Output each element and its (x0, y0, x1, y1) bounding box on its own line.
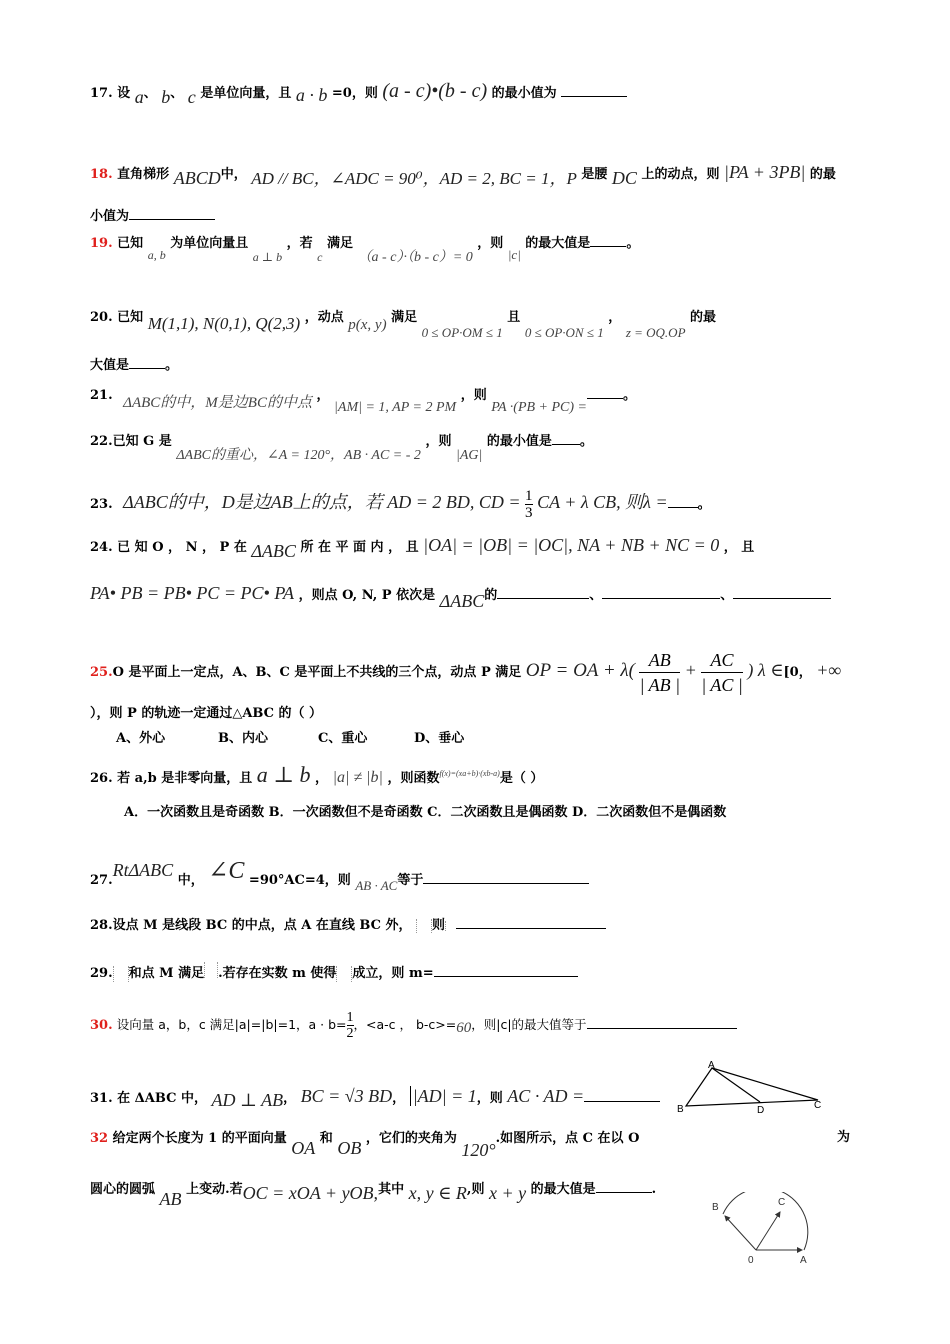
triangle-figure (672, 1058, 832, 1118)
q-number: 23. (90, 497, 113, 512)
math: x + y (488, 1183, 527, 1203)
question-25-cont (90, 702, 322, 721)
math: |OA| = |OB| = |OC|, NA + NB + NC = 0 (423, 535, 720, 555)
math: AD ⊥ AB (211, 1090, 284, 1110)
math: ΔABC的中，M是边BC的中点 (123, 395, 312, 411)
label-c: C (778, 1197, 786, 1208)
math: |AM| = 1, AP = 2 PM (334, 400, 457, 415)
text: 是腰 (581, 167, 608, 182)
question-24 (90, 535, 860, 561)
text: .若存在实数 m 使得 (218, 966, 337, 981)
question-25 (90, 648, 841, 697)
garbled-formula-image (204, 962, 218, 978)
text: 上变动.若 (186, 1182, 243, 1197)
numerator: AB (639, 648, 680, 673)
math: （a - c）·（b - c）= 0 (357, 250, 473, 265)
q-number: 31. (90, 1091, 113, 1106)
text: ，它们的夹角为 (365, 1131, 457, 1146)
q-number: 27. (90, 873, 113, 888)
math: b (161, 87, 171, 107)
label-a: A (800, 1255, 807, 1266)
numerator: 1 (346, 1010, 354, 1025)
math: ) (747, 660, 754, 680)
garbled-formula-image (445, 921, 456, 931)
q26-options[interactable]: A．一次函数且是奇函数 B．一次函数但不是奇函数 C．二次函数且是偶函数 D．二次函数但不是偶函数 (124, 805, 727, 820)
text: 设点 M 是线段 BC 的中点，点 A 在直线 BC 外， (112, 918, 412, 933)
denominator: 3 (525, 505, 533, 521)
text: 且 (507, 310, 521, 325)
denominator: 2 (346, 1026, 354, 1041)
math: c (317, 250, 323, 264)
math: a · b (295, 85, 328, 105)
text: ， 且 (723, 540, 755, 555)
vector-oc (756, 1212, 780, 1250)
text: 成立，则 m= (352, 966, 434, 981)
text: 满足 (391, 310, 418, 325)
text: ，则函数 (387, 771, 440, 786)
text: ），则 P 的轨迹一定通过△ABC 的（ ） (90, 706, 323, 721)
text: 已知 (117, 310, 144, 325)
plus: + (684, 660, 697, 680)
text: 和 (319, 1131, 333, 1146)
text: 中， (220, 167, 247, 182)
text: ，若 (286, 236, 313, 251)
question-23 (90, 488, 711, 521)
text: 、 (589, 588, 603, 603)
answer-blank[interactable] (596, 1180, 652, 1193)
option-b[interactable]: B、内心 (218, 731, 268, 746)
text: 的最小值为 (491, 86, 557, 101)
text: 小值为 (90, 209, 130, 224)
answer-blank[interactable] (587, 1016, 737, 1029)
answer-blank[interactable] (587, 386, 623, 399)
answer-blank-1[interactable] (497, 586, 589, 599)
math: PA• PB = PB• PC = PC• PA (90, 583, 295, 603)
text: . (651, 1182, 657, 1197)
text: 、 (170, 86, 184, 101)
answer-blank[interactable] (434, 964, 578, 977)
math: AC · AD = (507, 1086, 585, 1106)
question-17 (90, 80, 627, 107)
math: BC = √3 BD (300, 1086, 393, 1106)
answer-blank[interactable] (456, 916, 606, 929)
text: 。 (623, 388, 637, 403)
math: CA + λ CB, 则λ = (537, 492, 668, 512)
q-number: 28. (90, 918, 113, 933)
math: |AG| (455, 448, 483, 463)
label-c: C (814, 1100, 822, 1111)
q-number: 21. (90, 388, 113, 403)
answer-blank[interactable] (590, 234, 626, 247)
math: AB (159, 1189, 182, 1209)
q-number: 18. (90, 167, 113, 182)
question-20 (90, 306, 717, 340)
text: =0，则 (331, 86, 378, 101)
text: 、 (720, 588, 734, 603)
fraction-ac (701, 648, 743, 697)
text: 已知 G 是 (112, 434, 172, 449)
text: 其中 (378, 1182, 405, 1197)
answer-blank[interactable] (561, 84, 627, 97)
text: [0， (783, 665, 812, 680)
text: 。 (697, 497, 711, 512)
question-29 (90, 962, 578, 982)
question-30 (90, 1010, 737, 1041)
answer-blank[interactable] (552, 432, 580, 445)
text: 。 (579, 434, 593, 449)
option-c[interactable]: C、重心 (318, 731, 368, 746)
text: 大值是 (90, 358, 130, 373)
text: 已 知 O ， N ， P 在 (117, 540, 247, 555)
text: 则 (432, 918, 446, 933)
segment-ad (712, 1068, 760, 1102)
question-26 (90, 762, 543, 788)
text: ， (392, 1091, 406, 1106)
math: a ⊥ b (256, 762, 311, 787)
q-number: 22. (90, 434, 113, 449)
math: c (187, 87, 196, 107)
denominator: | AC | (701, 675, 743, 695)
math: RtΔABC (112, 860, 174, 880)
math: PA ·(PB + PC) = (491, 400, 588, 415)
text: ，动点 (304, 310, 344, 325)
answer-blank[interactable] (423, 871, 589, 884)
question-24-cont (90, 583, 831, 611)
text: 是（ ） (499, 771, 544, 786)
answer-blank[interactable] (129, 207, 215, 220)
text: 给定两个长度为 1 的平面向量 (112, 1131, 287, 1146)
math: a ⊥ b (252, 250, 283, 264)
text: 是单位向量，且 (200, 86, 292, 101)
math: 60 (456, 1020, 472, 1036)
text: ， (315, 771, 329, 786)
text: O 是平面上一定点，A、B、C 是平面上不共线的三个点，动点 P 满足 (112, 665, 522, 680)
question-28 (90, 914, 606, 933)
answer-blank-3[interactable] (733, 586, 831, 599)
q-number: 25. (90, 665, 113, 680)
math: |a| ≠ |b| (332, 769, 383, 786)
math: |PA + 3PB| (724, 162, 806, 182)
math: x, y ∈ R (408, 1183, 467, 1203)
math: 0 ≤ OP·ON ≤ 1 (524, 325, 604, 340)
answer-blank-2[interactable] (602, 586, 720, 599)
math: f(x)=(xa+b)·(xb-a) (439, 769, 500, 778)
text: 等于 (397, 873, 424, 888)
text: 设 (117, 86, 131, 101)
text: ,则 (466, 1182, 485, 1197)
math: M(1,1), N(0,1), Q(2,3) (147, 314, 301, 333)
math: OP = OA + λ( (525, 660, 635, 681)
label-d: D (757, 1105, 765, 1116)
math: p(x, y) (348, 317, 387, 333)
math: a, b (147, 248, 166, 262)
text: 在 ΔABC 中， (117, 1091, 207, 1106)
garbled-formula-image (416, 919, 432, 933)
math: z = OQ.OP (625, 325, 686, 340)
q-number: 19. (90, 236, 113, 251)
arc-figure (706, 1192, 816, 1272)
text: ，则点 O, N, P 依次是 (298, 588, 436, 603)
label-b: B (712, 1202, 719, 1213)
math: (a - c)•(b - c) (382, 80, 488, 102)
text: 已知 (117, 236, 144, 251)
label-a: A (708, 1060, 715, 1071)
math: λ ∈ (757, 660, 784, 680)
q-number: 24. (90, 540, 113, 555)
text: ，则 (477, 236, 504, 251)
q-number: 17. (90, 86, 113, 101)
text: 设向量 a，b，c 满足|a|=|b|=1，a · b= (116, 1017, 347, 1032)
question-20-cont (90, 354, 178, 373)
text: 为单位向量且 (170, 236, 249, 251)
fraction (525, 488, 533, 521)
text: ，则|c|的最大值等于 (471, 1017, 587, 1032)
math: DC (611, 168, 637, 188)
question-21 (90, 383, 637, 415)
question-18 (90, 158, 836, 188)
q-number: 26. (90, 771, 113, 786)
text: 的最大值是 (530, 1182, 596, 1197)
option-a[interactable]: A、外心 (116, 731, 166, 746)
garbled-formula-image (113, 966, 129, 982)
fraction-ab (639, 648, 680, 697)
label-o: 0 (748, 1255, 754, 1266)
label-b: B (677, 1104, 684, 1115)
question-18-cont (90, 205, 215, 224)
option-d[interactable]: D、垂心 (414, 731, 465, 746)
text: ， (608, 310, 622, 325)
text: .如图所示，点 C 在以 O (495, 1131, 640, 1146)
text: 。 (626, 236, 640, 251)
text: 和点 M 满足 (128, 966, 205, 981)
answer-blank[interactable] (584, 1089, 660, 1102)
fraction (347, 1010, 354, 1041)
text: 直角梯形 (117, 167, 170, 182)
math: |c| (507, 247, 521, 262)
q-number: 32 (90, 1131, 109, 1146)
math: OA (291, 1138, 316, 1158)
math: ΔABC (439, 591, 485, 611)
triangle-abc (686, 1068, 818, 1106)
text: 的最小值是 (486, 434, 552, 449)
text: 若 a,b 是非零向量，且 (117, 771, 253, 786)
denominator: | AB | (639, 675, 681, 695)
question-31 (90, 1086, 660, 1110)
text: 的最 (809, 167, 836, 182)
math: AD // BC，∠ADC = 90⁰，AD = 2, BC = 1，P (251, 169, 577, 188)
math: |AD| = 1 (410, 1086, 477, 1106)
math: OC = xOA + yOB, (242, 1183, 379, 1203)
math: ΔABC的重心，∠A = 120°，AB · AC = - 2 (176, 448, 421, 463)
garbled-formula-image (336, 966, 352, 982)
question-32 (90, 1126, 860, 1160)
text: 上的动点，则 (641, 167, 720, 182)
question-19 (90, 232, 640, 265)
text: ，则 (460, 388, 487, 403)
text: 圆心的圆弧 (90, 1182, 156, 1197)
question-27 (90, 858, 589, 893)
math: ABCD (173, 168, 221, 188)
text: ，<a-c ， b-c>= (353, 1017, 457, 1032)
text: ，则 (476, 1091, 503, 1106)
math: AB · AC (355, 878, 398, 893)
math: a (134, 87, 144, 107)
math: ∠C (208, 858, 245, 884)
text: =90°AC=4，则 (248, 873, 351, 888)
q-number: 29. (90, 966, 113, 981)
text: ，则 (425, 434, 452, 449)
math: +∞ (816, 660, 842, 680)
text: 中， (177, 873, 204, 888)
answer-blank[interactable] (129, 356, 165, 369)
text: ， (316, 388, 330, 403)
math: ΔABC的中，D是边AB上的点，若 AD = 2 BD, CD = (123, 492, 521, 512)
q-number: 20. (90, 310, 113, 325)
numerator: AC (701, 648, 743, 673)
text: 为 (837, 1130, 851, 1145)
math: 0 ≤ OP·OM ≤ 1 (421, 325, 503, 340)
q-number: 30. (90, 1018, 113, 1033)
text: 满足 (327, 236, 354, 251)
arc-ab (723, 1192, 808, 1250)
math: 120° (461, 1140, 496, 1160)
answer-blank[interactable] (668, 495, 698, 508)
text: 所 在 平 面 内 ， 且 (300, 540, 419, 555)
question-22 (90, 430, 593, 463)
text: ， (283, 1091, 297, 1106)
text: 的最大值是 (525, 236, 591, 251)
text: 、 (143, 86, 157, 101)
numerator: 1 (525, 488, 533, 504)
text: 。 (165, 358, 179, 373)
text: 的 (484, 588, 498, 603)
math: OB (337, 1138, 362, 1158)
math: ΔABC (251, 541, 296, 561)
vector-ob (725, 1216, 756, 1250)
text: 的最 (690, 310, 717, 325)
question-32-cont (90, 1177, 657, 1209)
